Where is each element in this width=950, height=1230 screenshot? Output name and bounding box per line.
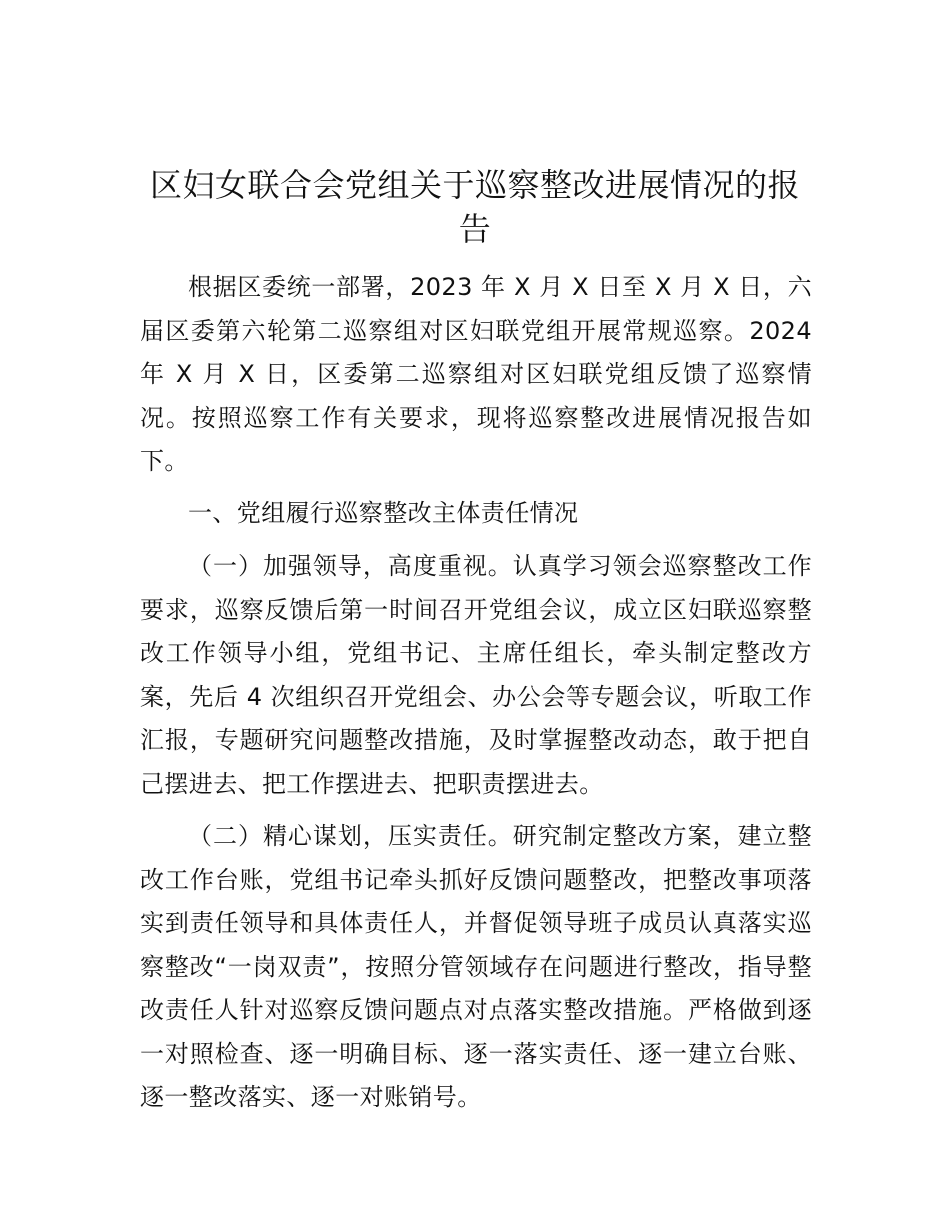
intro-paragraph: 根据区委统一部署，2023 年 X 月 X 日至 X 月 X 日，六届区委第六轮第二巡察组对区妇联党组开展常规巡察。2024 年 X 月 X 日，区委第二巡察组对区妇联党组反馈了巡察情况。按照巡察工作有关要求，现将巡察整改进展情况报告如下。: [140, 273, 812, 475]
document-title: 区妇女联合会党组关于巡察整改进展情况的报告: [149, 166, 800, 248]
subsection-paragraph-2: （二）精心谋划，压实责任。研究制定整改方案，建立整改工作台账，党组书记牵头抓好反馈问题整改，把整改事项落实到责任领导和具体责任人，并督促领导班子成员认真落实巡察整改“一岗双责”，按照分管领域存在问题进行整改，指导整改责任人针对巡察反馈问题点对点落实整改措施。严格做到逐一对照检查、逐一明确目标、逐一落实责任、逐一建立台账、逐一整改落实、逐一对账销号。: [140, 822, 812, 1111]
subsection-paragraph-1: （一）加强领导，高度重视。认真学习领会巡察整改工作要求，巡察反馈后第一时间召开党组会议，成立区妇联巡察整改工作领导小组，党组书记、主席任组长，牵头制定整改方案，先后 4 次组织召开党组会、办公会等专题会议，听取工作汇报，专题研究问题整改措施，及时掌握整改动态，敢于把自己摆进去、把工作摆进去、把职责摆进去。: [140, 552, 812, 798]
section-heading: 一、党组履行巡察整改主体责任情况: [188, 499, 579, 527]
